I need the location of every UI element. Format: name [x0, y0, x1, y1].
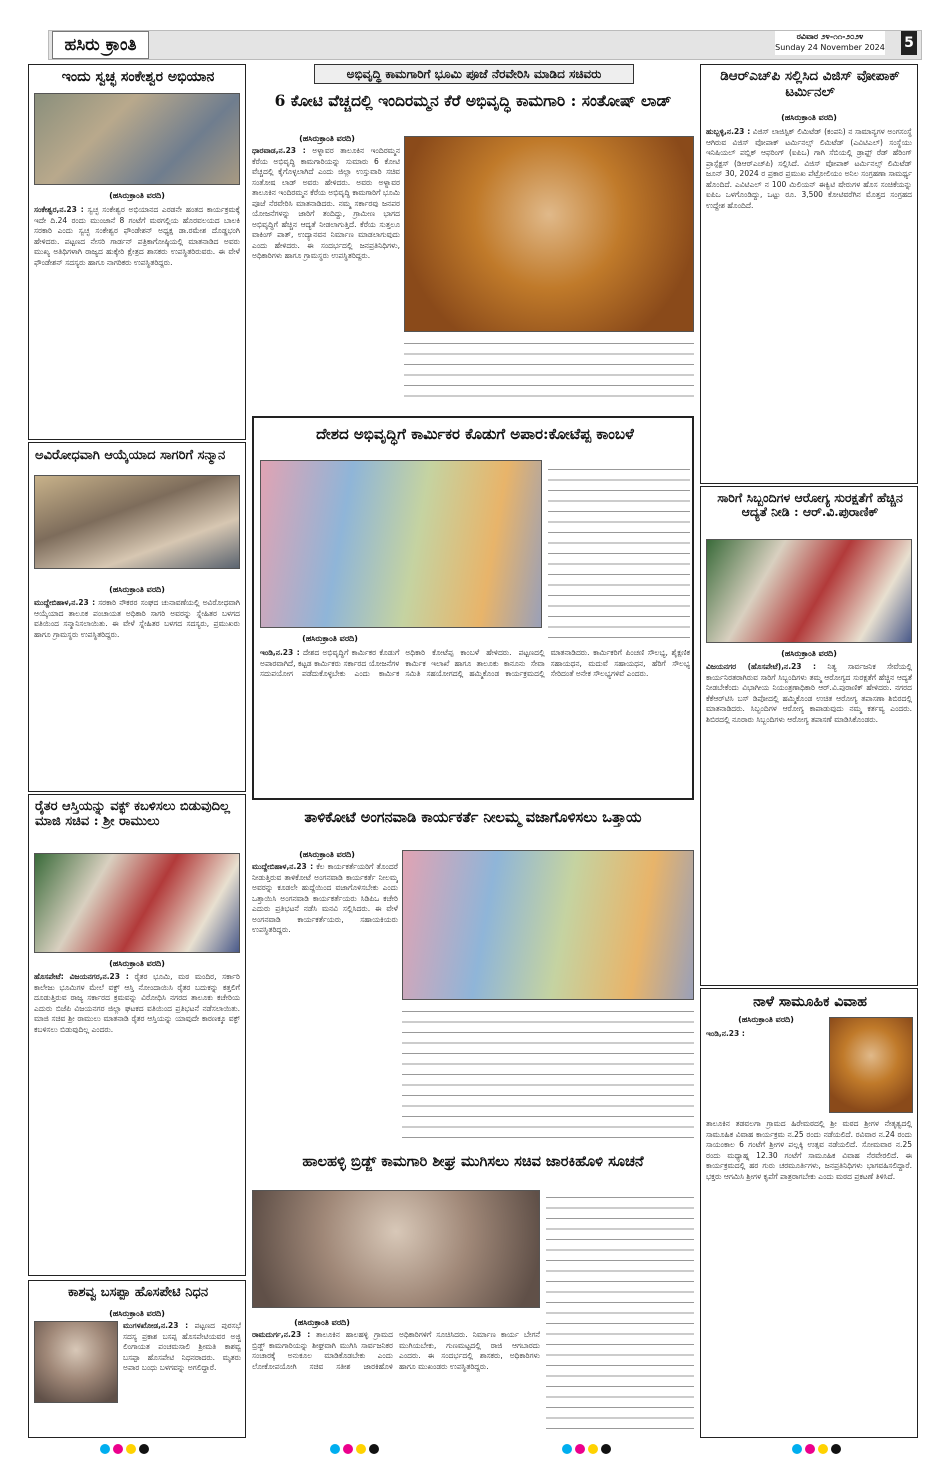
paper-logo: ಹಸಿರು ಕ್ರಾಂತಿ	[52, 31, 149, 59]
article-left-2	[28, 442, 246, 792]
registration-marks-center-right	[562, 1444, 622, 1456]
body-text: ಕೆಲ ಕಾರ್ಯಕರ್ತೆಯರಿಗೆ ತೊಂದರೆ ನೀಡುತ್ತಿರುವ ತಾಳಿಕೋಟೆ ಅಂಗನವಾಡಿ ಕಾರ್ಯಕರ್ತೆ ನೀಲಮ್ಮ ಅವರನ್ನು ಕೂಡಲೇ ಹುದ್ದೆಯಿಂದ ವಜಾಗೊಳಿಸಬೇಕು ಎಂದು ಒತ್ತಾಯಿಸಿ ಅಂಗನವಾಡಿ ಕಾರ್ಯಕರ್ತೆಯರು ಸಿಡಿಪಿಒ ಕಚೇರಿ ಎದುರು ಪ್ರತಿಭಟನೆ ನಡೆಸಿ ಮನವಿ ಸಲ್ಲಿಸಿದರು. ಈ ವೇಳೆ ಅಂಗನವಾಡಿ ಕಾರ್ಯಕರ್ತೆಯರು, ಸಹಾಯಕಿಯರು ಉಪಸ್ಥಿತರಿದ್ದರು.	[252, 862, 398, 934]
credit: (ಹಸಿರುಕ್ರಾಂತಿ ವರದಿ)	[109, 959, 165, 968]
credit: (ಹಸಿರುಕ್ರಾಂತಿ ವರದಿ)	[299, 134, 355, 143]
headline: ಡಿಆರ್‌ಎಚ್‌ಪಿ ಸಲ್ಲಿಸಿದ ವಿಜಿಸ್ ವೋಪಾಕ್ ಟರ್ಮಿನಲ್	[720, 68, 900, 100]
body	[252, 862, 398, 1142]
reg-yellow	[356, 1444, 366, 1454]
photo-swamiji	[829, 1017, 913, 1113]
dateline: ಹುಬ್ಬಳ್ಳಿ,ನ.23 :	[706, 127, 751, 136]
reg-yellow	[126, 1444, 136, 1454]
body-text: ವಿಜಿಸ್ ಲಾಜಿಸ್ಟಿಕ್ ಲಿಮಿಟೆಡ್ (ಕಂಪನಿ) ನ ಸಾಮಾನ್ಯಗಳ ಅಂಗಸಂಸ್ಥೆ ಆಗಿರುವ ವಿಜಿಸ್ ವೋಪಾಕ್ ಟರ್ಮಿನಲ್ಸ್ ಲಿಮಿಟೆಡ್ (ಎವಿಟಿಎಲ್) ಸಂಸ್ಥೆಯು ಇನಿಷಿಯಲ್ ಪಬ್ಲಿಕ್ ಆಫರಿಂಗ್ (ಐಪಿಒ) ಗಾಗಿ ಸೆಬಿಯಲ್ಲಿ ಡ್ರಾಫ್ಟ್ ರೆಡ್ ಹೆರಿಂಗ್ ಪ್ರಾಸ್ಪೆಕ್ಟಸ್ (ಡಿಆರ್‌ಎಚ್‌ಪಿ) ಸಲ್ಲಿಸಿದೆ. ವಿಜಿಸ್ ವೋಪಾಕ್ ಟರ್ಮಿನಲ್ಸ್ ಲಿಮಿಟೆಡ್ ಜೂನ್ 30, 2024 ರ ಪ್ರಕಾರ ಪ್ರಮುಖ ಪೆಟ್ರೋಲಿಯಂ ಅನಿಲ ಸಂಗ್ರಹಣಾ ಸಾಮರ್ಥ್ಯ ಹೊಂದಿದೆ. ಎವಿಟಿಎಲ್ ನ 100 ಮಿಲಿಯನ್ ಈಕ್ವಿಟಿ ಷೇರುಗಳ ಹೊಸ ಸಂಚಿಕೆಯನ್ನು ಐಪಿಒ ಒಳಗೊಂಡಿದ್ದು, ಒಟ್ಟು ರೂ. 3,500 ಕೋಟಿವರೆಗಿನ ಮೊತ್ತದ ಸಂಗ್ರಹದ ಉದ್ದೇಶ ಹೊಂದಿದೆ.	[706, 127, 912, 210]
kicker: ಅಭಿವೃದ್ಧಿ ಕಾಮಗಾರಿಗೆ ಭೂಮಿ ಪೂಜೆ ನೆರವೇರಿಸಿ ಮಾಡಿದ ಸಚಿವರು	[314, 64, 634, 84]
dateline: ಮುದ್ದೇಬಿಹಾಳ,ನ.23 :	[34, 598, 96, 607]
registration-marks-center-left	[330, 1444, 390, 1456]
article-left-3	[28, 794, 246, 1276]
body	[34, 205, 240, 435]
article-left-1	[28, 64, 246, 440]
article-right-1	[700, 64, 918, 484]
body	[706, 662, 912, 980]
registration-marks-right	[792, 1444, 852, 1456]
body-text: ತಾಲೂಕಿನ ಹಾಲಹಳ್ಳಿ ಗ್ರಾಮದ ಬ್ರಿಡ್ಜ್ ಕಾಮಗಾರಿಯನ್ನು ಶೀಘ್ರವಾಗಿ ಮುಗಿಸಿ ಸಾರ್ವಜನಿಕರ ಸಂಚಾರಕ್ಕೆ ಅನುಕೂಲ ಮಾಡಿಕೊಡಬೇಕು ಎಂದು ಲೋಕೋಪಯೋಗಿ ಸಚಿವ ಸತೀಶ ಜಾರಕಿಹೊಳಿ ಅಧಿಕಾರಿಗಳಿಗೆ ಸೂಚಿಸಿದರು. ನಿರ್ಮಾಣ ಕಾರ್ಯ ಬೇಗನೆ ಮುಗಿಯಬೇಕು, ಗುಣಮಟ್ಟದಲ್ಲಿ ರಾಜಿ ಆಗಬಾರದು ಎಂದರು. ಈ ಸಂದರ್ಭದಲ್ಲಿ ಶಾಸಕರು, ಅಧಿಕಾರಿಗಳು ಹಾಗೂ ಮುಖಂಡರು ಉಪಸ್ಥಿತರಿದ್ದರು.	[252, 1330, 540, 1371]
dateline: ಮುಗಳಖೋಡ,ನ.23 :	[123, 1321, 189, 1330]
reg-yellow	[588, 1444, 598, 1454]
body	[34, 598, 240, 788]
photo-meeting	[34, 93, 240, 185]
body-text: ಪಟ್ಟಣದ ಪುರಸಭೆ ಸದಸ್ಯ ಪ್ರಕಾಶ ಬಸಪ್ಪ ಹೊಸಪೇಟಿಯವರ ಅಜ್ಜಿ ಲಿಂಗಾಯತ ಪಂಚಮಸಾಲಿ ಶ್ರೀಮತಿ ಕಾಶವ್ವ ಬಸಪ್ಪಾ ಹೊಸಪೇಟಿ ನಿಧನರಾದರು. ಮೃತರು ಅಪಾರ ಬಂಧು ಬಳಗವನ್ನು ಅಗಲಿದ್ದಾರೆ.	[123, 1321, 241, 1372]
body-side	[546, 1190, 694, 1434]
registration-marks-left	[100, 1444, 160, 1456]
headline: ಇಂದು ಸ್ವಚ್ಛ ಸಂಕೇಶ್ವರ ಅಭಿಯಾನ	[61, 69, 215, 85]
photo-health-camp	[706, 539, 912, 643]
reg-cyan	[792, 1444, 802, 1454]
headline: ನಾಳೆ ಸಾಮೂಹಿಕ ವಿವಾಹ	[753, 994, 867, 1010]
credit: (ಹಸಿರುಕ್ರಾಂತಿ ವರದಿ)	[781, 113, 837, 122]
article-center-1	[252, 64, 694, 414]
credit: (ಹಸಿರುಕ್ರಾಂತಿ ವರದಿ)	[109, 191, 165, 200]
credit: (ಹಸಿರುಕ್ರಾಂತಿ ವರದಿ)	[109, 1309, 165, 1318]
body	[706, 1029, 824, 1115]
headline: ರೈತರ ಆಸ್ತಿಯನ್ನು ವಕ್ಫ್ ಕಬಳಿಸಲು ಬಿಡುವುದಿಲ್ಲ ಮಾಜಿ ಸಚಿವ : ಶ್ರೀ ರಾಮುಲು	[35, 799, 230, 829]
credit: (ಹಸಿರುಕ್ರಾಂತಿ ವರದಿ)	[738, 1015, 794, 1024]
body-text: ರೈತರ ಭೂಮಿ, ಮಠ ಮಂದಿರ, ಸರ್ಕಾರಿ ಕಾಲೇಜು ಭೂಮಿಗಳ ಮೇಲೆ ವಕ್ಫ್ ಆಸ್ತಿ ನೋಂದಾಯಿಸಿ ರೈತರ ಬದುಕನ್ನು ಕತ್ತಲಿಗೆ ದೂಡುತ್ತಿರುವ ರಾಜ್ಯ ಸರ್ಕಾರದ ಕ್ರಮವನ್ನು ವಿರೋಧಿಸಿ ನಗರದ ತಾಲೂಕು ಕಚೇರಿಯ ಎದುರು ಬಿಜೆಪಿ ವಿಜಯನಗರ ಜಿಲ್ಲಾ ಘಟಕದ ವತಿಯಿಂದ ಪ್ರತಿಭಟನೆ ನಡೆಸಲಾಯಿತು. ಮಾಜಿ ಸಚಿವ ಶ್ರೀ ರಾಮುಲು ಮಾತನಾಡಿ ರೈತರ ಆಸ್ತಿಯನ್ನು ಯಾವುದೇ ಕಾರಣಕ್ಕೂ ವಕ್ಫ್ ಕಬಳಿಸಲು ಬಿಡುವುದಿಲ್ಲ ಎಂದರು.	[34, 972, 240, 1034]
credit: (ಹಸಿರುಕ್ರಾಂತಿ ವರದಿ)	[302, 634, 358, 643]
body	[123, 1321, 241, 1433]
headline: ತಾಳಿಕೋಟೆ ಅಂಗನವಾಡಿ ಕಾರ್ಯಕರ್ತೆ ನೀಲಮ್ಮ ವಜಾಗೊಳಿಸಲು ಒತ್ತಾಯ	[304, 809, 642, 826]
article-left-4	[28, 1280, 246, 1438]
page-number: 5	[901, 31, 917, 55]
credit: (ಹಸಿರುಕ್ರಾಂತಿ ವರದಿ)	[294, 1318, 350, 1327]
body-full: ತಾಲೂಕಿನ ತಡವಲಗಾ ಗ್ರಾಮದ ಹಿರೇಮಠದಲ್ಲಿ ಶ್ರೀ ಮಠದ ಶ್ರೀಗಳ ನೇತೃತ್ವದಲ್ಲಿ ಸಾಮೂಹಿಕ ವಿವಾಹ ಕಾರ್ಯಕ್ರಮ ನ.25 ರಂದು ನಡೆಯಲಿದೆ. ರವಿವಾರ ನ.24 ರಂದು ಸಾಯಂಕಾಲ 6 ಗಂಟೆಗೆ ಶ್ರೀಗಳ ಪಲ್ಲಕ್ಕಿ ಉತ್ಸವ ನಡೆಯಲಿದೆ. ಸೋಮವಾರ ನ.25 ರಂದು ಮಧ್ಯಾಹ್ನ 12.30 ಗಂಟೆಗೆ ಸಾಮೂಹಿಕ ವಿವಾಹ ನೆರವೇರಲಿದೆ. ಈ ಕಾರ್ಯಕ್ರಮದಲ್ಲಿ ಹರ ಗುರು ಚರಮೂರ್ತಿಗಳು, ಜನಪ್ರತಿನಿಧಿಗಳು ಭಾಗವಹಿಸಲಿದ್ದಾರೆ. ಭಕ್ತರು ಆಗಮಿಸಿ ಶ್ರೀಗಳ ಕೃಪೆಗೆ ಪಾತ್ರರಾಗಬೇಕು ಎಂದು ಮಠದ ಪ್ರಕಟಣೆ ತಿಳಿಸಿದೆ.	[706, 1119, 912, 1181]
body	[260, 648, 690, 794]
headline: ದೇಶದ ಅಭಿವೃದ್ಧಿಗೆ ಕಾರ್ಮಿಕರ ಕೊಡುಗೆ ಅಪಾರ:ಕೋಟೆಪ್ಪ ಕಾಂಬಳೆ	[316, 425, 634, 443]
reg-magenta	[805, 1444, 815, 1454]
headline: ಅವಿರೋಧವಾಗಿ ಆಯ್ಕೆಯಾದ ಸಾಗರಿಗೆ ಸನ್ಮಾನ	[35, 448, 226, 463]
reg-black	[139, 1444, 149, 1454]
dateline: ಇಂಡಿ,ನ.23 :	[260, 648, 300, 657]
article-right-2	[700, 486, 918, 986]
reg-black	[369, 1444, 379, 1454]
photo-labour-event	[260, 460, 542, 628]
dateline: ಇಂಡಿ,ನ.23 :	[706, 1029, 745, 1038]
reg-magenta	[343, 1444, 353, 1454]
headline: ಹಾಲಹಳ್ಳಿ ಬ್ರಿಡ್ಜ್ ಕಾಮಗಾರಿ ಶೀಘ್ರ ಮುಗಿಸಲು ಸಚಿವ ಜಾರಕಿಹೊಳಿ ಸೂಚನೆ	[302, 1153, 644, 1170]
article-center-3	[252, 806, 694, 1146]
reg-cyan	[562, 1444, 572, 1454]
reg-cyan	[100, 1444, 110, 1454]
reg-black	[601, 1444, 611, 1454]
date-english: Sunday 24 November 2024	[775, 43, 885, 52]
body	[252, 146, 400, 404]
body-text: ನಿತ್ಯ ಸಾರ್ವಜನಿಕ ಸೇವೆಯಲ್ಲಿ ಕಾರ್ಯನಿರತರಾಗಿರುವ ಸಾರಿಗೆ ಸಿಬ್ಬಂದಿಗಳು ತಮ್ಮ ಆರೋಗ್ಯದ ಸುರಕ್ಷತೆಗೆ ಹೆಚ್ಚಿನ ಆದ್ಯತೆ ನೀಡಬೇಕೆಂದು ವಿಭಾಗೀಯ ನಿಯಂತ್ರಣಾಧಿಕಾರಿ ಆರ್.ವಿ.ಪುರಾಣಿಕ್ ಹೇಳಿದರು. ನಗರದ ಕೆಕೆಆರ್‌ಟಿಸಿ ಬಸ್ ಡಿಪೋದಲ್ಲಿ ಹಮ್ಮಿಕೊಂಡ ಉಚಿತ ಆರೋಗ್ಯ ತಪಾಸಣಾ ಶಿಬಿರದಲ್ಲಿ ಮಾತನಾಡಿದರು. ಸಿಬ್ಬಂದಿಗಳ ಆರೋಗ್ಯ ಕಾಪಾಡುವುದು ನಮ್ಮ ಕರ್ತವ್ಯ ಎಂದರು. ಶಿಬಿರದಲ್ಲಿ ನೂರಾರು ಸಿಬ್ಬಂದಿಗಳು ಆರೋಗ್ಯ ತಪಾಸಣೆ ಮಾಡಿಸಿಕೊಂಡರು.	[706, 662, 912, 724]
body-text: ಸರಕಾರಿ ನೌಕರರ ಸಂಘದ ಚುನಾವಣೆಯಲ್ಲಿ ಅವಿರೋಧವಾಗಿ ಆಯ್ಕೆಯಾದ ತಾಲೂಕ ಪಂಚಾಯತ ಅಧಿಕಾರಿ ಸಾಗರಿ ಅವರನ್ನು ಸ್ನೇಹಿತರ ಬಳಗದ ವತಿಯಿಂದ ಸನ್ಮಾನಿಸಲಾಯಿತು. ಈ ವೇಳೆ ಸ್ನೇಹಿತರ ಬಳಗದ ಸದಸ್ಯರು, ಪ್ರಮುಖರು ಹಾಗೂ ಗ್ರಾಮಸ್ಥರು ಉಪಸ್ಥಿತರಿದ್ದರು.	[34, 598, 240, 639]
dateline: ಸಂಕೇಶ್ವರ,ನ.23 :	[34, 205, 84, 214]
headline: ಕಾಶವ್ವ ಬಸಪ್ಪಾ ಹೊಸಪೇಟಿ ನಿಧನ	[67, 1285, 209, 1300]
photo-bhoomi-pooja	[404, 136, 694, 332]
headline: 6 ಕೋಟಿ ವೆಚ್ಚದಲ್ಲಿ ಇಂದಿರಮ್ಮನ ಕೆರೆ ಅಭಿವೃದ್ಧಿ ಕಾಮಗಾರಿ : ಸಂತೋಷ್ ಲಾಡ್	[274, 91, 672, 110]
photo-anganwadi	[402, 850, 694, 1000]
body-text: ದೇಶದ ಅಭಿವೃದ್ಧಿಗೆ ಕಾರ್ಮಿಕರ ಕೊಡುಗೆ ಅಪಾರವಾಗಿದೆ, ಕಟ್ಟಡ ಕಾರ್ಮಿಕರು ಸರ್ಕಾರದ ಯೋಜನೆಗಳ ಸದುಪಯೋಗ ಪಡೆದುಕೊಳ್ಳಬೇಕು ಎಂದು ಕಾರ್ಮಿಕ ಅಧಿಕಾರಿ ಕೋಟೆಪ್ಪ ಕಾಂಬಳೆ ಹೇಳಿದರು. ಪಟ್ಟಣದಲ್ಲಿ ಕಾರ್ಮಿಕ ಇಲಾಖೆ ಹಾಗೂ ತಾಲೂಕು ಕಾನೂನು ಸೇವಾ ಸಮಿತಿ ಸಹಯೋಗದಲ್ಲಿ ಹಮ್ಮಿಕೊಂಡ ಕಾರ್ಯಕ್ರಮದಲ್ಲಿ ಮಾತನಾಡಿದರು. ಕಾರ್ಮಿಕರಿಗೆ ಪಿಂಚಣಿ ಸೌಲಭ್ಯ, ಶೈಕ್ಷಣಿಕ ಸಹಾಯಧನ, ಮದುವೆ ಸಹಾಯಧನ, ಹೆರಿಗೆ ಸೌಲಭ್ಯ ಸೇರಿದಂತೆ ಅನೇಕ ಸೌಲಭ್ಯಗಳಿವೆ ಎಂದರು.	[260, 648, 690, 678]
dateline: ವಿಜಯನಗರ (ಹೊಸಪೇಟೆ),ನ.23 :	[706, 662, 817, 671]
reg-magenta	[113, 1444, 123, 1454]
credit: (ಹಸಿರುಕ್ರಾಂತಿ ವರದಿ)	[781, 649, 837, 658]
article-center-2	[252, 416, 694, 800]
article-right-3	[700, 988, 918, 1438]
credit: (ಹಸಿರುಕ್ರಾಂತಿ ವರದಿ)	[299, 850, 355, 859]
date-kannada: ರವಿವಾರ ೨೪-೧೧-೨೦೨೪	[796, 32, 864, 41]
body-continued	[404, 336, 694, 406]
body-text: ಅಳ್ನಾವರ ತಾಲೂಕಿನ ಇಂದಿರಮ್ಮನ ಕೆರೆಯ ಅಭಿವೃದ್ಧಿ ಕಾಮಗಾರಿಯನ್ನು ಸುಮಾರು 6 ಕೋಟಿ ವೆಚ್ಚದಲ್ಲಿ ಕೈಗೊಳ್ಳಲಾಗಿದೆ ಎಂದು ಜಿಲ್ಲಾ ಉಸ್ತುವಾರಿ ಸಚಿವ ಸಂತೋಷ ಲಾಡ್ ಅವರು ಹೇಳಿದರು. ಅವರು ಅಳ್ನಾವರ ತಾಲೂಕಿನ ಇಂದಿರಮ್ಮನ ಕೆರೆಯ ಅಭಿವೃದ್ಧಿ ಕಾಮಗಾರಿಗೆ ಭೂಮಿ ಪೂಜೆ ನೆರವೇರಿಸಿ ಮಾತನಾಡಿದರು. ನಮ್ಮ ಸರ್ಕಾರವು ಜನಪರ ಯೋಜನೆಗಳನ್ನು ಜಾರಿಗೆ ತಂದಿದ್ದು, ಗ್ರಾಮೀಣ ಭಾಗದ ಅಭಿವೃದ್ಧಿಗೆ ಹೆಚ್ಚಿನ ಆದ್ಯತೆ ನೀಡಲಾಗುತ್ತಿದೆ. ಕೆರೆಯ ಸುತ್ತಲೂ ವಾಕಿಂಗ್ ಪಾತ್, ಉದ್ಯಾನವನ ನಿರ್ಮಾಣ ಮಾಡಲಾಗುವುದು ಎಂದು ಹೇಳಿದರು. ಈ ಸಂದರ್ಭದಲ್ಲಿ ಜನಪ್ರತಿನಿಧಿಗಳು, ಅಧಿಕಾರಿಗಳು ಹಾಗೂ ಗ್ರಾಮಸ್ಥರು ಉಪಸ್ಥಿತರಿದ್ದರು.	[252, 146, 400, 260]
reg-black	[831, 1444, 841, 1454]
date-box	[775, 31, 885, 55]
dateline: ಮುದ್ದೇಬಿಹಾಳ,ನ.23 :	[252, 862, 314, 871]
body	[34, 972, 240, 1270]
reg-magenta	[575, 1444, 585, 1454]
dateline: ಧಾರವಾಡ,ನ.23 :	[252, 146, 306, 155]
photo-meeting-minister	[252, 1190, 540, 1308]
body-text: ಸ್ವಚ್ಛ ಸಂಕೇಶ್ವರ ಅಭಿಯಾನದ ಎರಡನೇ ಹಂತದ ಕಾರ್ಯಕ್ರಮಕ್ಕೆ ಇದೇ ದಿ.24 ರಂದು ಮುಂಜಾನೆ 8 ಗಂಟೆಗೆ ಮಠಗಲ್ಲಿಯ ಹೊರವಲಯದ ಬಾಲಕಿ ಸರಕಾರಿ ಎಂದು ಸ್ವಚ್ಛ ಸಂಕೇಶ್ವರ ಫೌಂಡೇಶನ್ ಅಧ್ಯಕ್ಷ ಡಾ.ರಮೇಶ ದೊಡ್ಡಭಂಗಿ ಹೇಳಿದರು. ಪಟ್ಟಣದ ನೇಸರಿ ಗಾರ್ಡನ್ ಪತ್ರಿಕಾಗೋಷ್ಠಿಯಲ್ಲಿ ಮಾತನಾಡಿದ ಅವರು ಮುಖ್ಯ ಅತಿಥಿಗಳಾಗಿ ರಾಜ್ಯದ ಹುಕ್ಕೇರಿ ಕ್ಷೇತ್ರದ ಶಾಸಕರು ಉಪಸ್ಥಿತರಿರುವರು. ಈ ವೇಳೆ ಫೌಂಡೇಶನ್ ಸದಸ್ಯರು ಹಾಗೂ ನಾಗರಿಕರು ಉಪಸ್ಥಿತರಿದ್ದರು.	[34, 205, 240, 267]
photo-protest	[34, 853, 240, 953]
body	[706, 127, 912, 479]
reg-cyan	[330, 1444, 340, 1454]
dateline: ಹೊಸಪೇಟೆ: ವಿಜಯನಗರ,ನ.23 :	[34, 972, 129, 981]
body-continued	[402, 1004, 694, 1142]
dateline: ರಾಮದುರ್ಗ,ನ.23 :	[252, 1330, 311, 1339]
credit: (ಹಸಿರುಕ್ರಾಂತಿ ವರದಿ)	[109, 585, 165, 594]
article-center-4	[252, 1150, 694, 1440]
reg-yellow	[818, 1444, 828, 1454]
photo-obituary	[34, 1321, 118, 1403]
photo-felicitation	[34, 475, 240, 569]
body	[252, 1330, 540, 1434]
body-side	[548, 462, 690, 642]
headline: ಸಾರಿಗೆ ಸಿಬ್ಬಂದಿಗಳ ಆರೋಗ್ಯ ಸುರಕ್ಷತೆಗೆ ಹೆಚ್ಚಿನ ಆದ್ಯತೆ ನೀಡಿ : ಆರ್.ವಿ.ಪುರಾಣಿಕ್	[717, 490, 903, 520]
